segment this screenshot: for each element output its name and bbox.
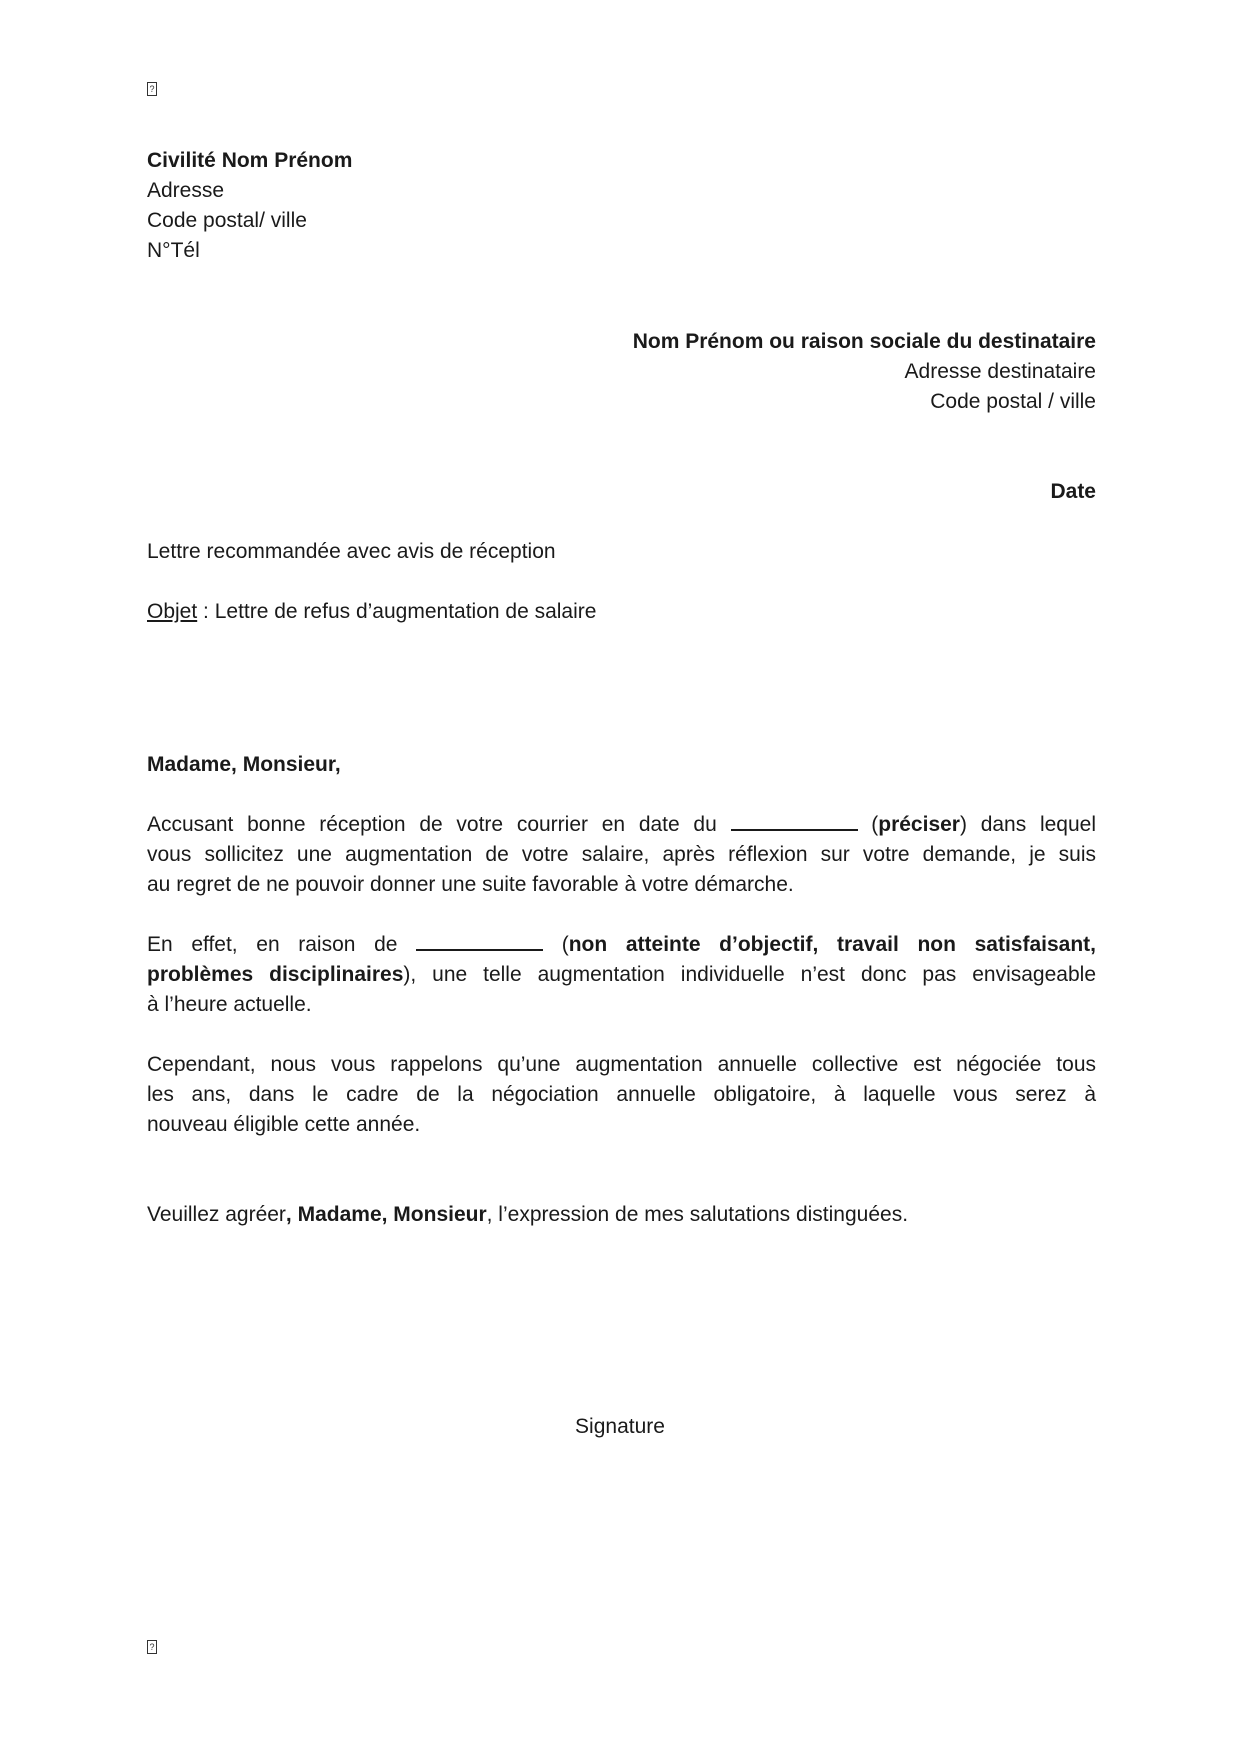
- p2-line-1: [147, 930, 1096, 960]
- p2-l2-rest: ), une telle augmentation individuelle n’est donc pas envisageable: [403, 963, 1096, 986]
- p1-l1-c: ) dans lequel: [959, 813, 1097, 836]
- p2-l1-b: (: [561, 933, 569, 956]
- recipient-name: Nom Prénom ou raison sociale du destinataire: [632, 330, 1096, 353]
- p2-line-3: à l’heure actuelle.: [147, 993, 312, 1016]
- salutation: [147, 750, 341, 780]
- date-line: [1050, 477, 1096, 507]
- object-label: Objet: [147, 600, 198, 623]
- object-text: : Lettre de refus d’augmentation de salaire: [197, 600, 597, 623]
- sender-block: [147, 146, 352, 266]
- p3-line-2: les ans, dans le cadre de la négociation annuelle obligatoire, à laquelle vous serez à: [147, 1083, 1096, 1106]
- p3-line-1: Cependant, nous vous rappelons qu’une augmentation annuelle collective est négociée tous: [147, 1053, 1096, 1076]
- p2-l2-bold: problèmes disciplinaires: [147, 963, 404, 986]
- p1-line-1: [147, 810, 1096, 840]
- signature: Signature: [575, 1415, 665, 1438]
- p1-l1-a: Accusant bonne réception de votre courrier en date du: [147, 813, 717, 836]
- p1-l1-bold: préciser: [878, 813, 960, 836]
- closing-a: Veuillez agréer: [147, 1203, 286, 1226]
- object-line: [147, 597, 596, 627]
- closing-bold: , Madame, Monsieur: [285, 1203, 487, 1226]
- p2-l1-a: En effet, en raison de: [147, 933, 398, 956]
- page-marker-top: ?: [147, 82, 157, 96]
- p2-line-2: [147, 960, 1096, 990]
- sender-name: Civilité Nom Prénom: [147, 149, 353, 172]
- paragraph-2: [147, 930, 1096, 1020]
- p1-line-2: vous sollicitez une augmentation de votre salaire, après réflexion sur votre demande, je suis: [147, 843, 1096, 866]
- p1-line-3: au regret de ne pouvoir donner une suite favorable à votre démarche.: [147, 873, 794, 896]
- sender-address: Adresse: [147, 179, 225, 202]
- page-marker-bottom: ?: [147, 1640, 157, 1654]
- sender-postal: Code postal/ ville: [147, 209, 307, 232]
- paragraph-1: [147, 810, 1096, 900]
- p1-l1-b: (: [871, 813, 879, 836]
- closing-line: [147, 1200, 908, 1230]
- recipient-block: [633, 327, 1096, 417]
- p2-l1-bold: non atteinte d’objectif, travail non satisfaisant,: [568, 933, 1096, 956]
- sender-phone: N°Tél: [147, 239, 200, 262]
- recipient-postal: Code postal / ville: [930, 390, 1096, 413]
- delivery-mode: Lettre recommandée avec avis de réception: [147, 540, 556, 563]
- date-label: Date: [1050, 480, 1096, 503]
- paragraph-3: [147, 1050, 1096, 1140]
- p3-line-3: nouveau éligible cette année.: [147, 1113, 421, 1136]
- salutation-text: Madame, Monsieur,: [147, 753, 341, 776]
- recipient-address: Adresse destinataire: [904, 360, 1096, 383]
- closing-b: , l’expression de mes salutations distinguées.: [486, 1203, 909, 1226]
- blank-field-date: [731, 811, 858, 831]
- blank-field-reason: [416, 931, 543, 951]
